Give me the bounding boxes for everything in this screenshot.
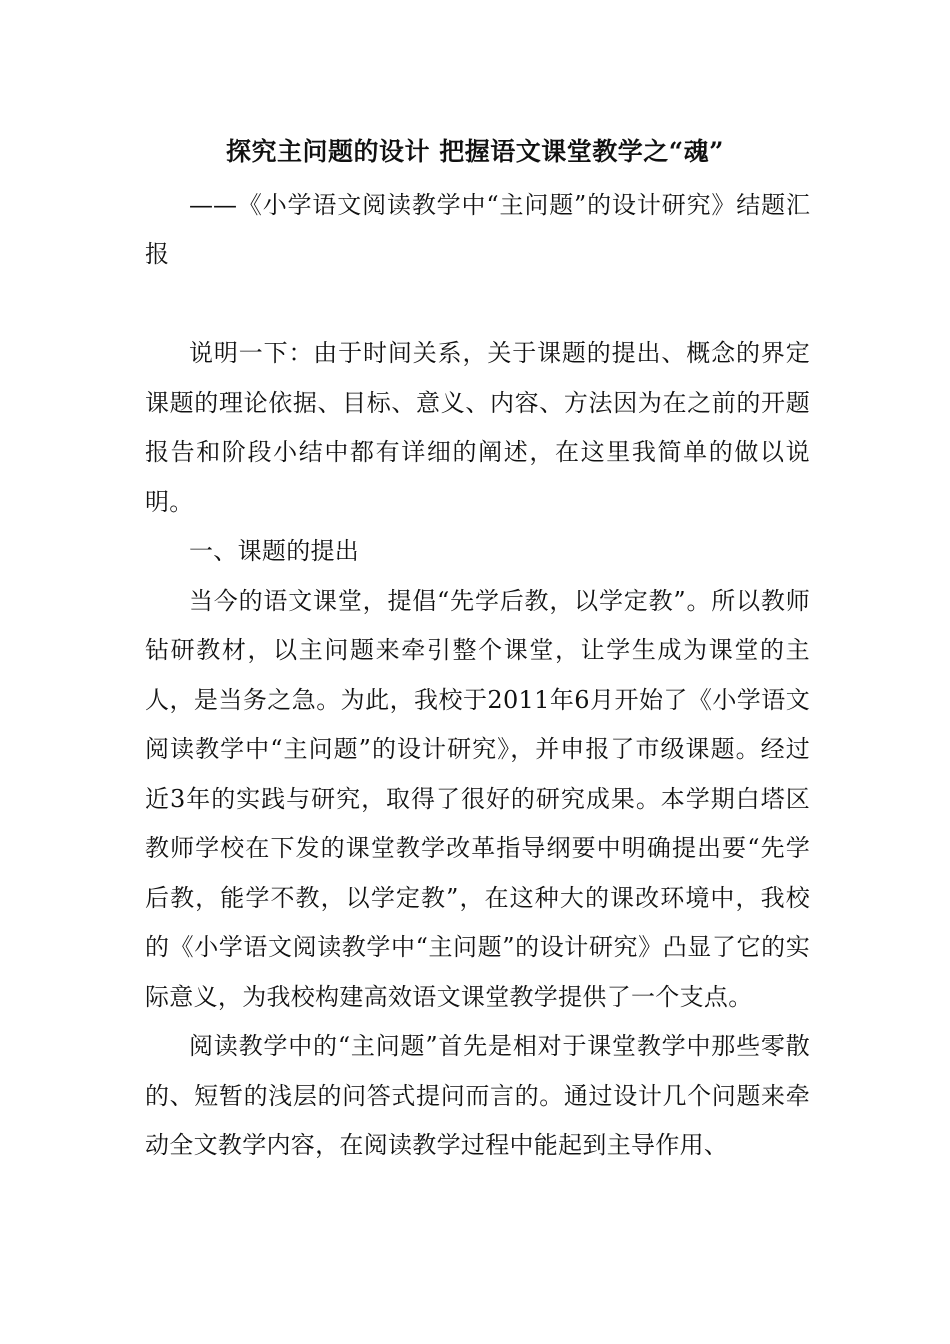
document-body xyxy=(145,329,810,1171)
intro-paragraph: 说明一下：由于时间关系，关于课题的提出、概念的界定课题的理论依据、目标、意义、内容、方法因为在之前的开题报告和阶段小结中都有详细的阐述，在这里我简单的做以说明。 xyxy=(145,339,810,516)
document-subtitle: ——《小学语文阅读教学中“主问题”的设计研究》结题汇报 xyxy=(145,191,810,268)
section-heading: 一、课题的提出 xyxy=(189,537,360,565)
body-paragraph-2: 阅读教学中的“主问题”首先是相对于课堂教学中那些零散的、短暂的浅层的问答式提问而言的。通过设计几个问题来牵动全文教学内容，在阅读教学过程中能起到主导作用、 xyxy=(145,1032,810,1159)
document-title: 探究主问题的设计 把握语文课堂教学之“魂” xyxy=(226,137,724,166)
body-paragraph-1: 当今的语文课堂，提倡“先学后教，以学定教”。所以教师钻研教材，以主问题来牵引整个课堂，让学生成为课堂的主人，是当务之急。为此，我校于2011年6月开始了《小学语文阅读教学中“主问题”的设计研究》，并申报了市级课题。经过近3年的实践与研究，取得了很好的研究成果。本学期白塔区教师学校在下发的课堂教学改革指导纲要中明确提出要“先学后教，能学不教，以学定教”，在这种大的课改环境中，我校的《小学语文阅读教学中“主问题”的设计研究》凸显了它的实际意义，为我校构建高效语文课堂教学提供了一个支点。 xyxy=(145,586,810,1011)
